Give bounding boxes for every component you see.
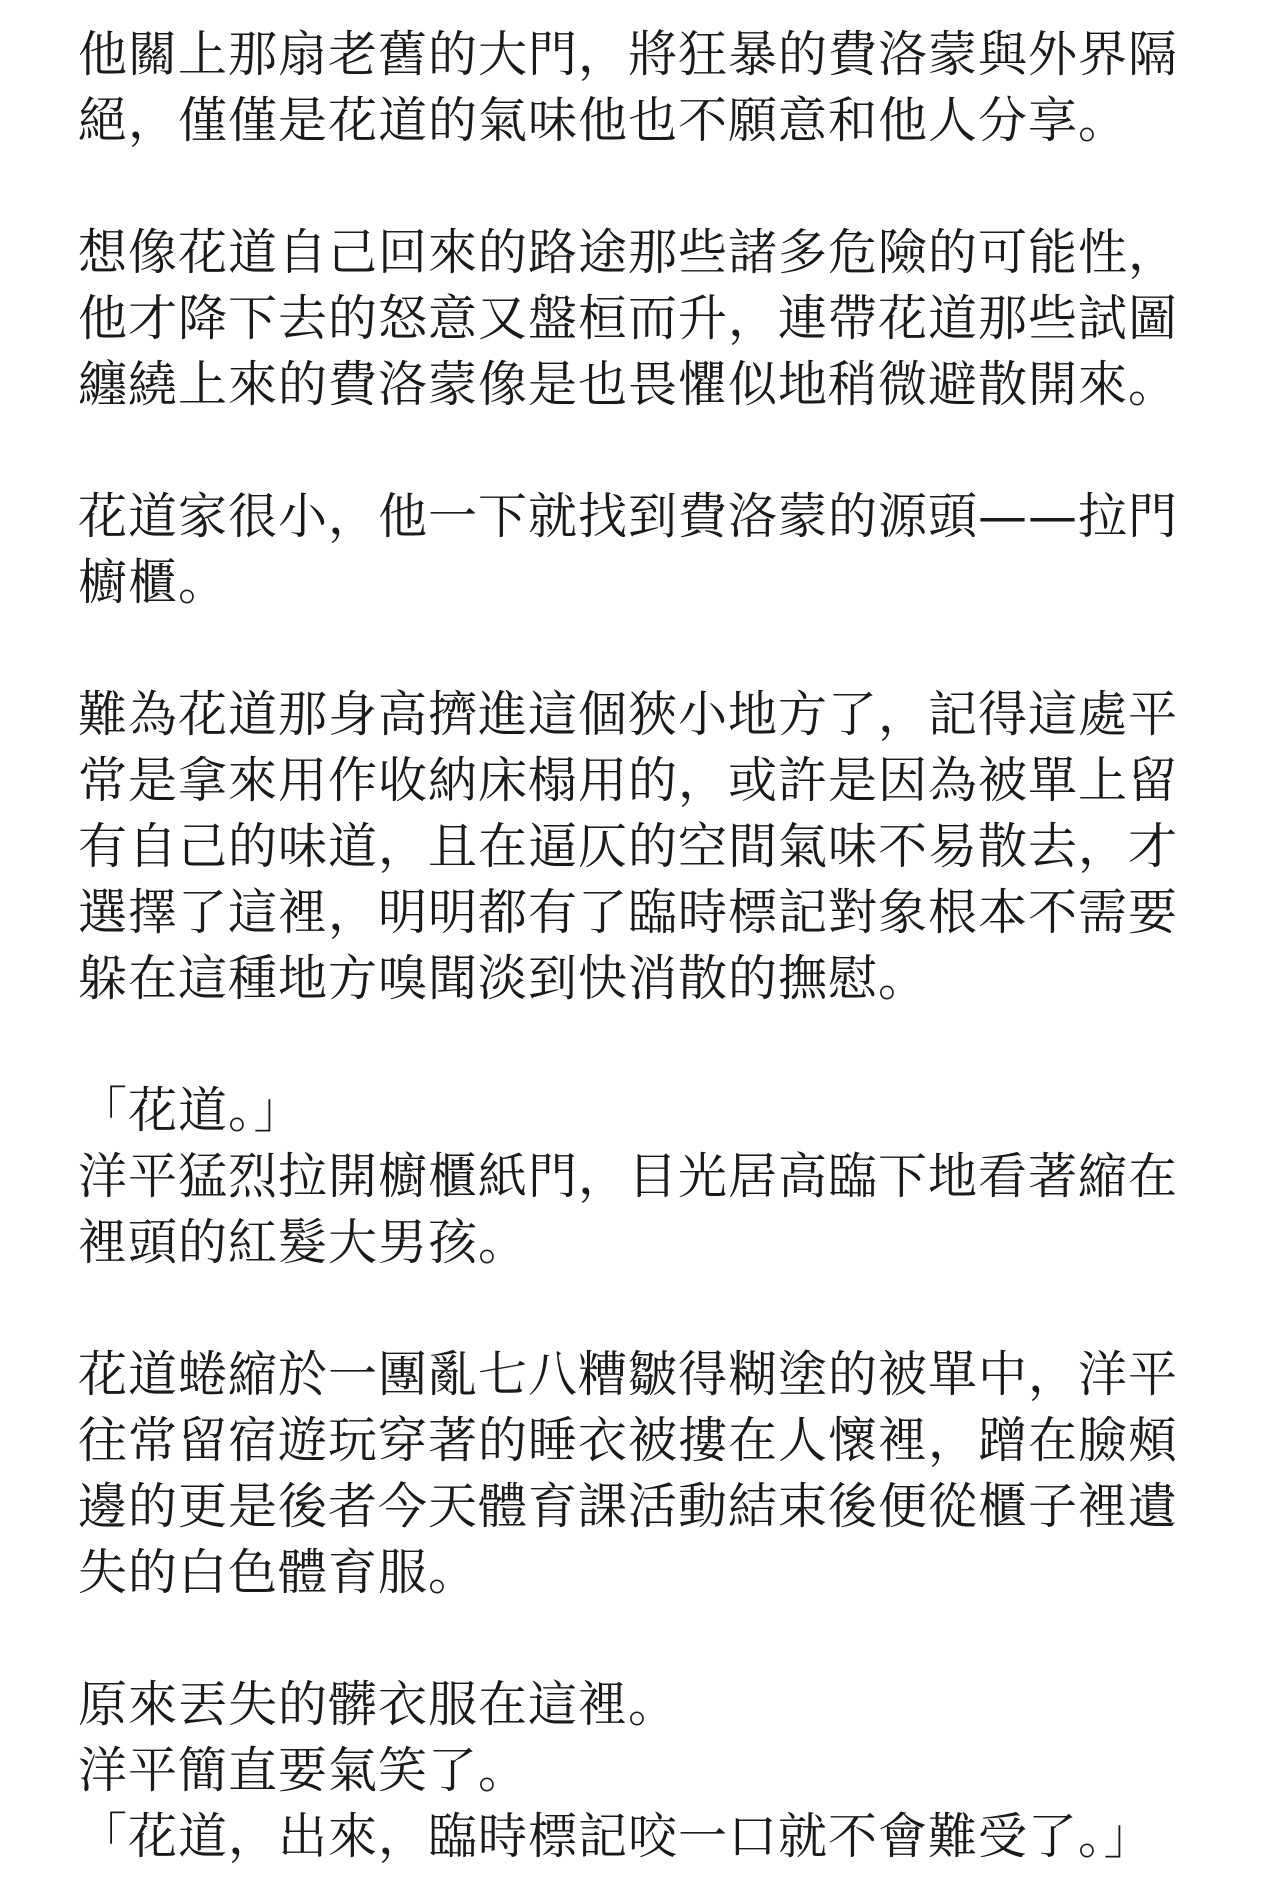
text-line: 邊的更是後者今天體育課活動結束後便從櫃子裡遺 — [78, 1478, 1179, 1535]
text-line: 纏繞上來的費洛蒙像是也畏懼似地稍微避散開來。 — [78, 356, 1179, 413]
text-line: 失的白色體育服。 — [78, 1544, 479, 1601]
text-line: 他才降下去的怒意又盤桓而升，連帶花道那些試圖 — [78, 290, 1179, 347]
paragraph — [78, 220, 1208, 418]
text-line: 原來丟失的髒衣服在這裡。 — [78, 1676, 679, 1733]
text-line: 花道家很小，他一下就找到費洛蒙的源頭——拉門 — [78, 488, 1179, 545]
story-text — [78, 22, 1208, 1870]
text-line: 想像花道自己回來的路途那些諸多危險的可能性， — [78, 224, 1179, 281]
text-line: 絕，僅僅是花道的氣味他也不願意和他人分享。 — [78, 92, 1129, 149]
text-line: 常是拿來用作收納床榻用的，或許是因為被單上留 — [78, 752, 1179, 809]
dialogue-line: 「花道。」 — [78, 1082, 304, 1139]
text-line: 往常留宿遊玩穿著的睡衣被摟在人懷裡，蹭在臉頰 — [78, 1412, 1179, 1469]
text-line: 裡頭的紅髮大男孩。 — [78, 1214, 529, 1271]
text-line: 有自己的味道，且在逼仄的空間氣味不易散去，才 — [78, 818, 1179, 875]
text-line: 洋平簡直要氣笑了。 — [78, 1742, 529, 1799]
paragraph — [78, 682, 1208, 1012]
text-line: 難為花道那身高擠進這個狹小地方了，記得這處平 — [78, 686, 1179, 743]
text-line: 花道蜷縮於一團亂七八糟皺得糊塗的被單中，洋平 — [78, 1346, 1179, 1403]
paragraph — [78, 1672, 1208, 1870]
text-line: 洋平猛烈拉開櫥櫃紙門，目光居高臨下地看著縮在 — [78, 1148, 1179, 1205]
text-line: 躲在這種地方嗅聞淡到快消散的撫慰。 — [78, 950, 929, 1007]
dialogue-line: 「花道，出來，臨時標記咬一口就不會難受了。」 — [78, 1808, 1154, 1865]
paragraph — [78, 22, 1208, 154]
paragraph — [78, 484, 1208, 616]
text-line: 他關上那扇老舊的大門，將狂暴的費洛蒙與外界隔 — [78, 26, 1179, 83]
text-line: 櫥櫃。 — [78, 554, 229, 611]
paragraph — [78, 1078, 1208, 1276]
paragraph — [78, 1342, 1208, 1606]
text-line: 選擇了這裡，明明都有了臨時標記對象根本不需要 — [78, 884, 1179, 941]
